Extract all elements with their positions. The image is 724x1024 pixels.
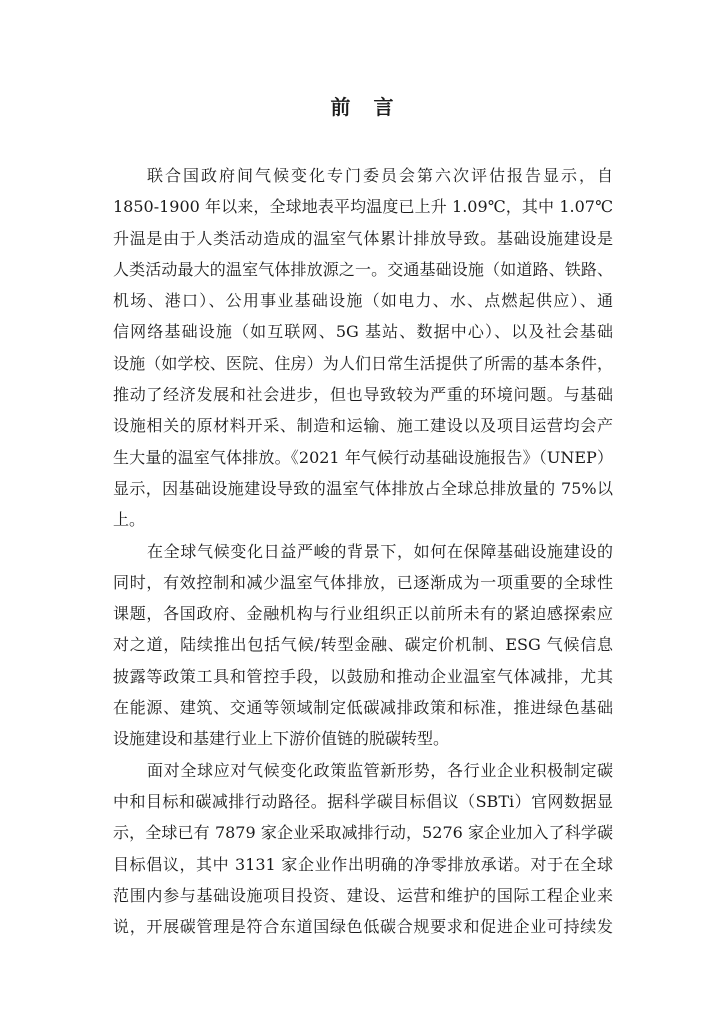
paragraph-line: 设施相关的原材料开采、制造和运输、施工建设以及项目运营均会产: [113, 416, 613, 436]
paragraph-line: 在能源、建筑、交通等领域制定低碳减排政策和标准，推进绿色基础: [113, 698, 613, 718]
paragraph-line: 设施（如学校、医院、住房）为人们日常生活提供了所需的基本条件，: [113, 353, 613, 373]
body-text: [113, 160, 613, 942]
paragraph-line: 推动了经济发展和社会进步，但也导致较为严重的环境问题。与基础: [113, 385, 613, 405]
paragraph-line: 人类活动最大的温室气体排放源之一。交通基础设施（如道路、铁路、: [113, 259, 613, 279]
paragraph-line: 披露等政策工具和管控手段，以鼓励和推动企业温室气体减排，尤其: [113, 666, 613, 686]
paragraph-line: 上。: [113, 510, 146, 530]
paragraph-line: 面对全球应对气候变化政策监管新形势，各行业企业积极制定碳: [147, 760, 613, 780]
paragraph-line: 升温是由于人类活动造成的温室气体累计排放导致。基础设施建设是: [113, 228, 613, 248]
paragraph-line: 设施建设和基建行业上下游价值链的脱碳转型。: [113, 729, 450, 749]
paragraph-line: 显示，因基础设施建设导致的温室气体排放占全球总排放量的 75%以: [113, 478, 613, 498]
paragraph-line: 信网络基础设施（如互联网、5G 基站、数据中心）、以及社会基础: [113, 322, 613, 342]
paragraph-line: 范围内参与基础设施项目投资、建设、运营和维护的国际工程企业来: [113, 885, 613, 905]
paragraph-line: 1850-1900 年以来，全球地表平均温度已上升 1.09℃，其中 1.07℃: [113, 197, 613, 217]
paragraph-line: 联合国政府间气候变化专门委员会第六次评估报告显示，自: [147, 166, 613, 185]
paragraph-1: [113, 160, 613, 536]
page-title: 前 言: [330, 95, 402, 119]
paragraph-line: 课题，各国政府、金融机构与行业组织正以前所未有的紧迫感探索应: [113, 604, 613, 624]
paragraph-3: [113, 755, 613, 943]
paragraph-line: 在全球气候变化日益严峻的背景下，如何在保障基础设施建设的: [147, 541, 613, 561]
paragraph-line: 中和目标和碳减排行动路径。据科学碳目标倡议（SBTi）官网数据显: [113, 791, 613, 811]
paragraph-line: 同时，有效控制和减少温室气体排放，已逐渐成为一项重要的全球性: [113, 572, 613, 592]
paragraph-line: 示，全球已有 7879 家企业采取减排行动，5276 家企业加入了科学碳: [113, 823, 613, 843]
paragraph-2: [113, 536, 613, 755]
paragraph-line: 说，开展碳管理是符合东道国绿色低碳合规要求和促进企业可持续发: [113, 917, 613, 937]
paragraph-line: 生大量的温室气体排放。《2021 年气候行动基础设施报告》（UNEP）: [113, 447, 613, 467]
paragraph-line: 目标倡议，其中 3131 家企业作出明确的净零排放承诺。对于在全球: [113, 854, 613, 874]
paragraph-line: 对之道，陆续推出包括气候/转型金融、碳定价机制、ESG 气候信息: [113, 635, 613, 655]
paragraph-line: 机场、港口）、公用事业基础设施（如电力、水、点燃起供应）、通: [113, 291, 613, 311]
